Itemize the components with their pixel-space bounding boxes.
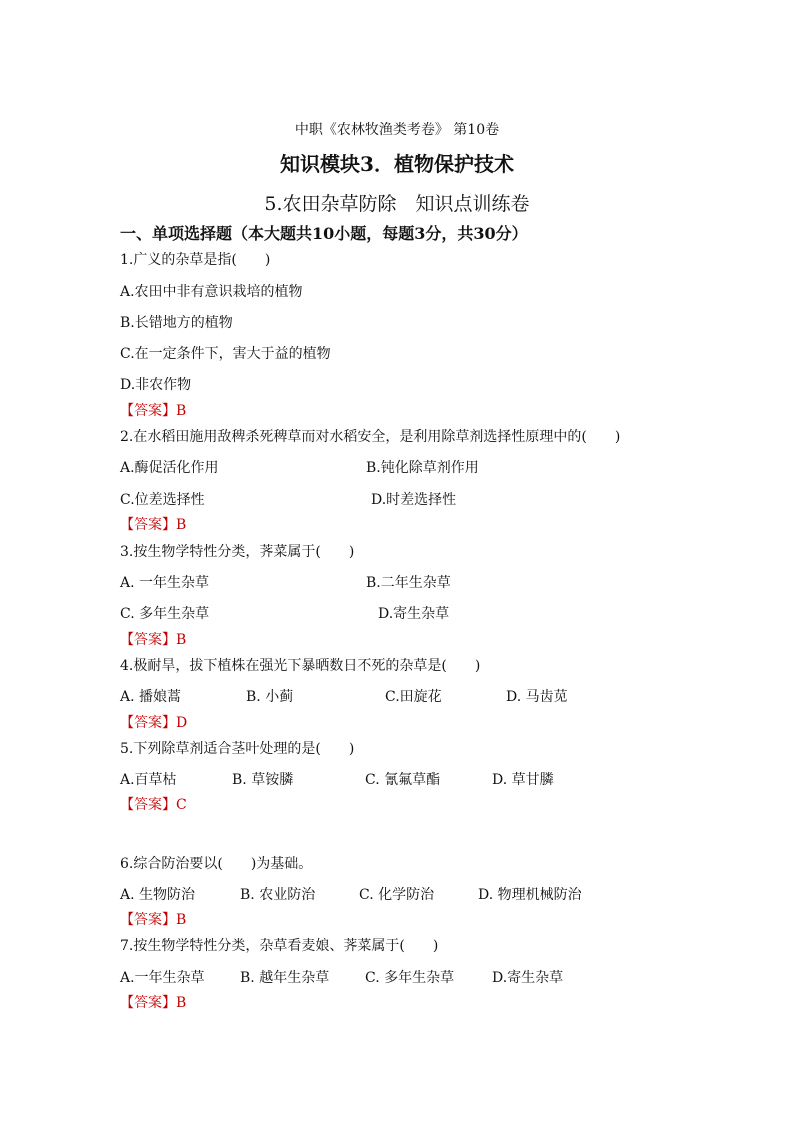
- option-d: D. 物理机械防治: [478, 887, 582, 903]
- doc-title: 知识模块3．植物保护技术: [280, 152, 514, 176]
- question-stem: 1.广义的杂草是指( ): [120, 252, 271, 268]
- section-heading: 一、单项选择题（本大题共10小题，每题3分，共30分）: [120, 224, 528, 243]
- option-d: D.寄生杂草: [492, 970, 564, 986]
- option-a: A.百草枯: [120, 772, 177, 788]
- answer-line: 【答案】D: [120, 715, 188, 731]
- option-d: D. 马齿苋: [506, 689, 568, 705]
- option-a: A.酶促活化作用: [120, 460, 219, 476]
- answer-line: 【答案】B: [120, 912, 187, 928]
- question-stem: 7.按生物学特性分类，杂草看麦娘、荠菜属于( ): [120, 938, 439, 954]
- question-stem: 3.按生物学特性分类，荠菜属于( ): [120, 544, 355, 560]
- question-stem: 5.下列除草剂适合茎叶处理的是( ): [120, 741, 355, 757]
- answer-line: 【答案】B: [120, 517, 187, 533]
- option-b: B. 越年生杂草: [240, 970, 330, 986]
- option-b: B. 小蓟: [246, 689, 294, 705]
- answer-line: 【答案】C: [120, 797, 187, 813]
- option-c: C. 氰氟草酯: [365, 772, 441, 788]
- option-c: C.位差选择性: [120, 492, 205, 508]
- option-c: C.田旋花: [385, 689, 442, 705]
- answer-line: 【答案】B: [120, 403, 187, 419]
- option-d: D.时差选择性: [371, 492, 457, 508]
- question-stem: 6.综合防治要以( )为基础。: [120, 856, 313, 872]
- option-d: D.寄生杂草: [378, 606, 450, 622]
- doc-subtitle: 5.农田杂草防除 知识点训练卷: [264, 193, 530, 215]
- option-c: C.在一定条件下，害大于益的植物: [120, 346, 331, 362]
- option-d: D.非农作物: [120, 377, 192, 393]
- option-a: A.一年生杂草: [120, 970, 205, 986]
- option-a: A.农田中非有意识栽培的植物: [120, 284, 303, 300]
- option-a: A. 播娘蒿: [120, 689, 182, 705]
- option-a: A. 一年生杂草: [120, 575, 210, 591]
- option-b: B. 草铵膦: [232, 772, 294, 788]
- answer-line: 【答案】B: [120, 995, 187, 1011]
- option-c: C. 化学防治: [359, 887, 435, 903]
- option-a: A. 生物防治: [120, 887, 196, 903]
- question-stem: 4.极耐旱，拔下植株在强光下暴晒数日不死的杂草是( ): [120, 658, 481, 674]
- option-b: B. 农业防治: [240, 887, 316, 903]
- question-stem: 2.在水稻田施用敌稗杀死稗草而对水稻安全，是利用除草剂选择性原理中的( ): [120, 429, 621, 445]
- answer-line: 【答案】B: [120, 632, 187, 648]
- option-b: B.二年生杂草: [366, 575, 451, 591]
- option-b: B.钝化除草剂作用: [366, 460, 479, 476]
- doc-header: 中职《农林牧渔类考卷》 第10卷: [294, 122, 500, 138]
- option-c: C. 多年生杂草: [365, 970, 455, 986]
- option-d: D. 草甘膦: [492, 772, 554, 788]
- option-c: C. 多年生杂草: [120, 606, 210, 622]
- option-b: B.长错地方的植物: [120, 315, 233, 331]
